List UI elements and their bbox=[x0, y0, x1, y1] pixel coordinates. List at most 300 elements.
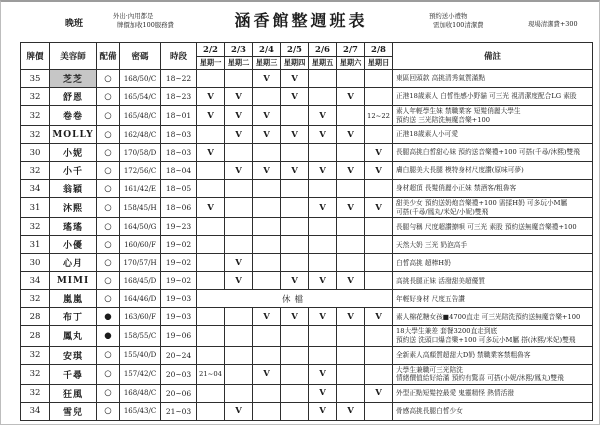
empty-day-cell bbox=[253, 198, 281, 218]
price-cell: 32 bbox=[21, 106, 50, 126]
remark-line: 正港18歲素人小可愛 bbox=[396, 130, 459, 139]
price-cell: 32 bbox=[21, 346, 50, 364]
remark-line: 外型正點短髮控最愛 鬼靈精怪 熱情活潑 bbox=[396, 388, 514, 397]
empty-circle-icon: ○ bbox=[97, 70, 120, 88]
empty-day-cell bbox=[309, 180, 337, 198]
empty-day-cell bbox=[197, 218, 225, 236]
empty-day-cell bbox=[281, 326, 309, 346]
empty-day-cell bbox=[365, 272, 393, 290]
remark-line: 預約送 三光陪洗無魔音樂+100 bbox=[396, 115, 491, 124]
availability-cell: V bbox=[365, 308, 393, 326]
code-cell: 165/48/C bbox=[120, 106, 161, 126]
time-slot-cell: 19~02 bbox=[161, 254, 197, 272]
beautician-name-cell: 鳳丸 bbox=[50, 326, 97, 346]
table-row bbox=[21, 70, 593, 88]
table-row bbox=[21, 290, 593, 308]
remark-cell bbox=[393, 144, 593, 162]
empty-day-cell bbox=[197, 236, 225, 254]
time-slot-cell: 19~03 bbox=[161, 308, 197, 326]
availability-cell: V bbox=[281, 272, 309, 290]
empty-day-cell bbox=[365, 126, 393, 144]
code-cell: 164/46/D bbox=[120, 290, 161, 308]
beautician-name-cell: MOLLY bbox=[50, 126, 97, 144]
code-cell: 157/42/C bbox=[120, 364, 161, 384]
empty-day-cell bbox=[253, 236, 281, 254]
right-note-line1: 預約送小禮物 bbox=[429, 12, 468, 20]
schedule-head bbox=[21, 43, 593, 70]
code-cell: 168/45/D bbox=[120, 272, 161, 290]
empty-circle-icon: ○ bbox=[97, 126, 120, 144]
remark-line: 高挑長腿正妹 活潑甜美超優質 bbox=[396, 276, 486, 285]
price-cell: 30 bbox=[21, 254, 50, 272]
empty-circle-icon: ○ bbox=[97, 346, 120, 364]
empty-circle-icon: ○ bbox=[97, 290, 120, 308]
col-header-price: 牌價 bbox=[21, 43, 50, 70]
price-cell: 34 bbox=[21, 180, 50, 198]
availability-cell: V bbox=[337, 88, 365, 106]
date-header: 2/4 bbox=[253, 43, 281, 57]
time-slot-cell: 18~03 bbox=[161, 144, 197, 162]
code-cell: 165/54/C bbox=[120, 88, 161, 106]
remark-cell bbox=[393, 106, 593, 126]
empty-circle-icon: ○ bbox=[97, 236, 120, 254]
empty-day-cell bbox=[197, 126, 225, 144]
empty-day-cell bbox=[365, 346, 393, 364]
table-row bbox=[21, 126, 593, 144]
remark-line: 預約送 洗頭口爆音樂+100 可多玩小M屬 搭(沐熙/米妃)雙飛 bbox=[396, 335, 576, 344]
empty-day-cell bbox=[309, 218, 337, 236]
empty-day-cell bbox=[337, 346, 365, 364]
remark-line: 骨感高挑長腿白皙少女 bbox=[396, 406, 463, 415]
time-slot-cell: 18~06 bbox=[161, 198, 197, 218]
availability-cell: V bbox=[281, 162, 309, 180]
time-slot-cell: 18~23 bbox=[161, 88, 197, 106]
date-header: 2/7 bbox=[337, 43, 365, 57]
beautician-name-cell: 千尋 bbox=[50, 364, 97, 384]
time-slot-cell: 18~01 bbox=[161, 106, 197, 126]
empty-day-cell bbox=[225, 364, 253, 384]
time-slot-cell: 20~06 bbox=[161, 384, 197, 402]
table-row bbox=[21, 144, 593, 162]
availability-cell: V bbox=[309, 162, 337, 180]
rest-week-cell: 休檔 bbox=[197, 290, 393, 308]
empty-day-cell bbox=[337, 106, 365, 126]
price-cell: 32 bbox=[21, 290, 50, 308]
table-row bbox=[21, 346, 593, 364]
empty-day-cell bbox=[281, 144, 309, 162]
time-slot-cell: 18~22 bbox=[161, 70, 197, 88]
empty-day-cell bbox=[197, 402, 225, 420]
table-row bbox=[21, 88, 593, 106]
empty-day-cell bbox=[253, 254, 281, 272]
col-header-remark: 備註 bbox=[393, 43, 593, 70]
left-note-line2: 牌價加收100服務費 bbox=[117, 20, 174, 29]
empty-circle-icon: ○ bbox=[97, 218, 120, 236]
time-slot-cell: 18~03 bbox=[161, 126, 197, 144]
availability-cell: 12~22 bbox=[365, 106, 393, 126]
remark-line: 長腿勻稱 尺度超讚撩唄 可三光 素股 預約送無魔音樂禮+100 bbox=[396, 222, 577, 231]
availability-cell: V bbox=[281, 308, 309, 326]
empty-day-cell bbox=[197, 308, 225, 326]
empty-day-cell bbox=[337, 326, 365, 346]
remark-line: 天然大奶 三光 奶泡高手 bbox=[396, 240, 468, 249]
empty-day-cell bbox=[225, 198, 253, 218]
code-cell: 165/43/C bbox=[120, 402, 161, 420]
code-cell: 158/55/C bbox=[120, 326, 161, 346]
empty-day-cell bbox=[337, 254, 365, 272]
empty-day-cell bbox=[365, 326, 393, 346]
availability-cell: V bbox=[309, 198, 337, 218]
availability-cell: V bbox=[253, 106, 281, 126]
weekday-header: 星期一 bbox=[197, 57, 225, 70]
empty-day-cell bbox=[253, 88, 281, 106]
price-cell: 35 bbox=[21, 70, 50, 88]
empty-day-cell bbox=[309, 88, 337, 106]
empty-day-cell bbox=[337, 218, 365, 236]
date-header: 2/8 bbox=[365, 43, 393, 57]
remark-cell bbox=[393, 402, 593, 420]
table-row bbox=[21, 218, 593, 236]
availability-cell: V bbox=[225, 106, 253, 126]
empty-day-cell bbox=[281, 106, 309, 126]
empty-day-cell bbox=[197, 384, 225, 402]
empty-day-cell bbox=[281, 254, 309, 272]
empty-day-cell bbox=[253, 218, 281, 236]
remark-line: 東區回頭款 高挑清秀氣質滿點 bbox=[396, 74, 486, 83]
empty-day-cell bbox=[281, 402, 309, 420]
empty-day-cell bbox=[225, 308, 253, 326]
empty-day-cell bbox=[225, 144, 253, 162]
empty-day-cell bbox=[281, 364, 309, 384]
beautician-name-cell: 狂風 bbox=[50, 384, 97, 402]
price-cell: 32 bbox=[21, 218, 50, 236]
beautician-name-cell: 雪兒 bbox=[50, 402, 97, 420]
empty-circle-icon: ○ bbox=[97, 384, 120, 402]
empty-day-cell bbox=[253, 180, 281, 198]
table-row bbox=[21, 162, 593, 180]
empty-day-cell bbox=[197, 326, 225, 346]
availability-cell: V bbox=[309, 384, 337, 402]
availability-cell: V bbox=[337, 198, 365, 218]
remark-cell bbox=[393, 272, 593, 290]
beautician-name-cell: 嵐嵐 bbox=[50, 290, 97, 308]
empty-day-cell bbox=[225, 70, 253, 88]
availability-cell: V bbox=[309, 308, 337, 326]
availability-cell: V bbox=[225, 402, 253, 420]
empty-day-cell bbox=[225, 384, 253, 402]
remark-cell bbox=[393, 254, 593, 272]
price-cell: 30 bbox=[21, 144, 50, 162]
remark-line: 白皙高挑 超棒H奶 bbox=[396, 258, 451, 267]
remark-line: 情緒價值給好給滿 預約有驚喜 可搭(小妮/沐熙/鳳丸)雙飛 bbox=[396, 374, 564, 383]
empty-day-cell bbox=[309, 254, 337, 272]
table-row bbox=[21, 326, 593, 346]
code-cell: 160/60/F bbox=[120, 236, 161, 254]
availability-cell: V bbox=[197, 88, 225, 106]
empty-day-cell bbox=[225, 236, 253, 254]
remark-cell bbox=[393, 180, 593, 198]
empty-day-cell bbox=[197, 254, 225, 272]
empty-day-cell bbox=[197, 272, 225, 290]
remark-line: 可搭(千尋/鳳丸/米妃/小妮)雙飛 bbox=[396, 207, 489, 216]
empty-day-cell bbox=[365, 88, 393, 106]
price-cell: 32 bbox=[21, 364, 50, 384]
remark-cell bbox=[393, 364, 593, 384]
availability-cell: V bbox=[309, 364, 337, 384]
empty-day-cell bbox=[365, 70, 393, 88]
empty-day-cell bbox=[309, 346, 337, 364]
availability-cell: V bbox=[253, 126, 281, 144]
date-header: 2/6 bbox=[309, 43, 337, 57]
remark-cell bbox=[393, 290, 593, 308]
beautician-name-cell: 芝芝 bbox=[50, 70, 97, 88]
price-cell: 32 bbox=[21, 126, 50, 144]
empty-day-cell bbox=[281, 346, 309, 364]
filled-circle-icon: ● bbox=[97, 326, 120, 346]
empty-day-cell bbox=[253, 384, 281, 402]
availability-cell: V bbox=[309, 126, 337, 144]
price-cell: 28 bbox=[21, 326, 50, 346]
left-note-line1: 外出·內用都是 bbox=[113, 12, 154, 20]
empty-day-cell bbox=[253, 144, 281, 162]
remark-line: 正港18歲素人 白皙性感小野貓 可三光 視清潔度配合LG 素股 bbox=[396, 92, 577, 101]
remark-line: 素人棉花糖女孩■4700直走 可三光陪洗預約送無魔音樂+100 bbox=[396, 312, 581, 321]
remark-line: 大學生兼職可三光陪洗 bbox=[396, 365, 463, 374]
table-row bbox=[21, 272, 593, 290]
code-cell: 155/40/D bbox=[120, 346, 161, 364]
availability-cell: V bbox=[365, 384, 393, 402]
time-slot-cell: 19~03 bbox=[161, 290, 197, 308]
time-slot-cell: 18~05 bbox=[161, 180, 197, 198]
empty-day-cell bbox=[337, 70, 365, 88]
availability-cell: V bbox=[197, 144, 225, 162]
col-header-equip: 配備 bbox=[97, 43, 120, 70]
empty-circle-icon: ○ bbox=[97, 272, 120, 290]
beautician-name-cell: 卷卷 bbox=[50, 106, 97, 126]
beautician-name-cell: 舒恩 bbox=[50, 88, 97, 106]
empty-day-cell bbox=[365, 236, 393, 254]
availability-cell: V bbox=[253, 364, 281, 384]
availability-cell: V bbox=[337, 402, 365, 420]
empty-day-cell bbox=[337, 144, 365, 162]
price-cell: 28 bbox=[21, 308, 50, 326]
col-header-code: 密碼 bbox=[120, 43, 161, 70]
empty-day-cell bbox=[365, 180, 393, 198]
remark-line: 18大學生兼差 套餐3200直走到底 bbox=[396, 327, 498, 336]
beautician-name-cell: 翁穎 bbox=[50, 180, 97, 198]
empty-circle-icon: ○ bbox=[97, 402, 120, 420]
remark-line: 甜美少女 預約送奶炮音樂禮+100 需揉H奶 可多玩小M屬 bbox=[396, 199, 568, 208]
remark-cell bbox=[393, 384, 593, 402]
price-cell: 31 bbox=[21, 198, 50, 218]
weekday-header: 星期四 bbox=[281, 57, 309, 70]
empty-day-cell bbox=[309, 70, 337, 88]
availability-cell: V bbox=[197, 198, 225, 218]
remark-cell bbox=[393, 70, 593, 88]
time-slot-cell: 21~03 bbox=[161, 402, 197, 420]
remark-cell bbox=[393, 326, 593, 346]
empty-circle-icon: ○ bbox=[97, 88, 120, 106]
empty-day-cell bbox=[337, 180, 365, 198]
beautician-name-cell: 沐熙 bbox=[50, 198, 97, 218]
availability-cell: V bbox=[225, 126, 253, 144]
empty-day-cell bbox=[253, 402, 281, 420]
remark-line: 膚白腿美大長腿 模特身材尺度讚(原味可夢) bbox=[396, 166, 524, 175]
empty-day-cell bbox=[225, 326, 253, 346]
beautician-name-cell: 小妮 bbox=[50, 144, 97, 162]
availability-cell: V bbox=[225, 88, 253, 106]
empty-day-cell bbox=[225, 218, 253, 236]
onsite-fee-note: 現場清潔費+300 bbox=[528, 20, 578, 28]
availability-cell: V bbox=[309, 402, 337, 420]
code-cell: 168/50/C bbox=[120, 70, 161, 88]
empty-day-cell bbox=[197, 180, 225, 198]
empty-day-cell bbox=[253, 272, 281, 290]
empty-day-cell bbox=[365, 254, 393, 272]
beautician-name-cell: 安琪 bbox=[50, 346, 97, 364]
availability-cell: V bbox=[309, 106, 337, 126]
time-slot-cell: 20~03 bbox=[161, 364, 197, 384]
code-cell: 164/50/G bbox=[120, 218, 161, 236]
beautician-name-cell: 布丁 bbox=[50, 308, 97, 326]
empty-day-cell bbox=[337, 384, 365, 402]
page-title: 涵香館整週班表 bbox=[234, 11, 368, 30]
right-note-line2: 需加收100清潔費 bbox=[433, 20, 484, 29]
empty-day-cell bbox=[197, 70, 225, 88]
right-note bbox=[429, 12, 484, 29]
beautician-name-cell: 心月 bbox=[50, 254, 97, 272]
schedule-body bbox=[21, 70, 593, 421]
availability-cell: V bbox=[281, 70, 309, 88]
date-header: 2/2 bbox=[197, 43, 225, 57]
table-row bbox=[21, 254, 593, 272]
table-row bbox=[21, 180, 593, 198]
empty-day-cell bbox=[197, 162, 225, 180]
availability-cell: V bbox=[365, 198, 393, 218]
price-cell: 34 bbox=[21, 402, 50, 420]
time-slot-cell: 19~02 bbox=[161, 272, 197, 290]
remark-cell bbox=[393, 198, 593, 218]
remark-cell bbox=[393, 126, 593, 144]
availability-cell: V bbox=[281, 126, 309, 144]
empty-day-cell bbox=[281, 384, 309, 402]
availability-cell: V bbox=[225, 254, 253, 272]
availability-cell: V bbox=[253, 70, 281, 88]
availability-cell: V bbox=[309, 272, 337, 290]
beautician-name-cell: 小優 bbox=[50, 236, 97, 254]
date-header: 2/3 bbox=[225, 43, 253, 57]
table-row bbox=[21, 384, 593, 402]
empty-circle-icon: ○ bbox=[97, 198, 120, 218]
empty-circle-icon: ○ bbox=[97, 162, 120, 180]
price-cell: 32 bbox=[21, 384, 50, 402]
time-slot-cell: 19~06 bbox=[161, 326, 197, 346]
beautician-name-cell: 瑤瑤 bbox=[50, 218, 97, 236]
empty-day-cell bbox=[253, 346, 281, 364]
empty-day-cell bbox=[281, 180, 309, 198]
empty-day-cell bbox=[337, 364, 365, 384]
empty-day-cell bbox=[337, 236, 365, 254]
price-cell: 32 bbox=[21, 162, 50, 180]
date-header: 2/5 bbox=[281, 43, 309, 57]
empty-day-cell bbox=[309, 144, 337, 162]
empty-circle-icon: ○ bbox=[97, 144, 120, 162]
remark-line: 身材超頂 長髮俏麗小正妹 禁酒客/粗魯客 bbox=[396, 184, 517, 193]
empty-circle-icon: ○ bbox=[97, 180, 120, 198]
availability-cell: V bbox=[365, 162, 393, 180]
code-cell: 158/45/H bbox=[120, 198, 161, 218]
time-slot-cell: 19~23 bbox=[161, 218, 197, 236]
availability-cell: V bbox=[225, 272, 253, 290]
weekday-header: 星期五 bbox=[309, 57, 337, 70]
table-row bbox=[21, 402, 593, 420]
availability-cell: V bbox=[365, 144, 393, 162]
code-cell: 172/56/C bbox=[120, 162, 161, 180]
time-slot-cell: 18~04 bbox=[161, 162, 197, 180]
schedule-table bbox=[20, 42, 593, 421]
empty-day-cell bbox=[281, 236, 309, 254]
availability-cell: V bbox=[253, 162, 281, 180]
table-row bbox=[21, 236, 593, 254]
empty-day-cell bbox=[365, 402, 393, 420]
remark-cell bbox=[393, 346, 593, 364]
empty-day-cell bbox=[309, 236, 337, 254]
remark-line: 全新素人高顏質超甜大D奶 禁職業客禁粗魯客 bbox=[396, 350, 531, 359]
code-cell: 163/60/F bbox=[120, 308, 161, 326]
code-cell: 161/42/E bbox=[120, 180, 161, 198]
availability-cell: V bbox=[337, 272, 365, 290]
remark-cell bbox=[393, 308, 593, 326]
code-cell: 170/58/D bbox=[120, 144, 161, 162]
remark-cell bbox=[393, 88, 593, 106]
weekday-header: 星期二 bbox=[225, 57, 253, 70]
shift-label: 晚班 bbox=[65, 19, 84, 29]
time-slot-cell: 19~02 bbox=[161, 236, 197, 254]
time-slot-cell: 20~24 bbox=[161, 346, 197, 364]
price-cell: 31 bbox=[21, 236, 50, 254]
empty-day-cell bbox=[197, 346, 225, 364]
price-cell: 34 bbox=[21, 272, 50, 290]
empty-day-cell bbox=[225, 346, 253, 364]
empty-day-cell bbox=[365, 364, 393, 384]
empty-circle-icon: ○ bbox=[97, 254, 120, 272]
remark-line: 長腿高挑白皙甜心妹 預約送音樂禮+100 可搭(千尋/沐熙)雙飛 bbox=[396, 148, 580, 157]
remark-cell bbox=[393, 236, 593, 254]
weekday-header: 星期日 bbox=[365, 57, 393, 70]
availability-cell: V bbox=[337, 308, 365, 326]
availability-cell: V bbox=[281, 88, 309, 106]
beautician-name-cell: 小千 bbox=[50, 162, 97, 180]
empty-day-cell bbox=[281, 218, 309, 236]
table-row bbox=[21, 198, 593, 218]
price-cell: 32 bbox=[21, 88, 50, 106]
beautician-name-cell: MIMI bbox=[50, 272, 97, 290]
code-cell: 162/48/C bbox=[120, 126, 161, 144]
remark-line: 年輕好身材 尺度五告讚 bbox=[396, 294, 465, 303]
table-row bbox=[21, 106, 593, 126]
empty-day-cell bbox=[225, 180, 253, 198]
filled-circle-icon: ● bbox=[97, 308, 120, 326]
remark-line: 素人年輕學生妹 禁職業客 短髮俏麗大學生 bbox=[396, 107, 521, 115]
empty-circle-icon: ○ bbox=[97, 106, 120, 126]
availability-cell: V bbox=[337, 126, 365, 144]
empty-day-cell bbox=[309, 326, 337, 346]
weekday-header: 星期三 bbox=[253, 57, 281, 70]
remark-cell bbox=[393, 218, 593, 236]
table-row bbox=[21, 308, 593, 326]
code-cell: 168/48/C bbox=[120, 384, 161, 402]
code-cell: 170/57/H bbox=[120, 254, 161, 272]
